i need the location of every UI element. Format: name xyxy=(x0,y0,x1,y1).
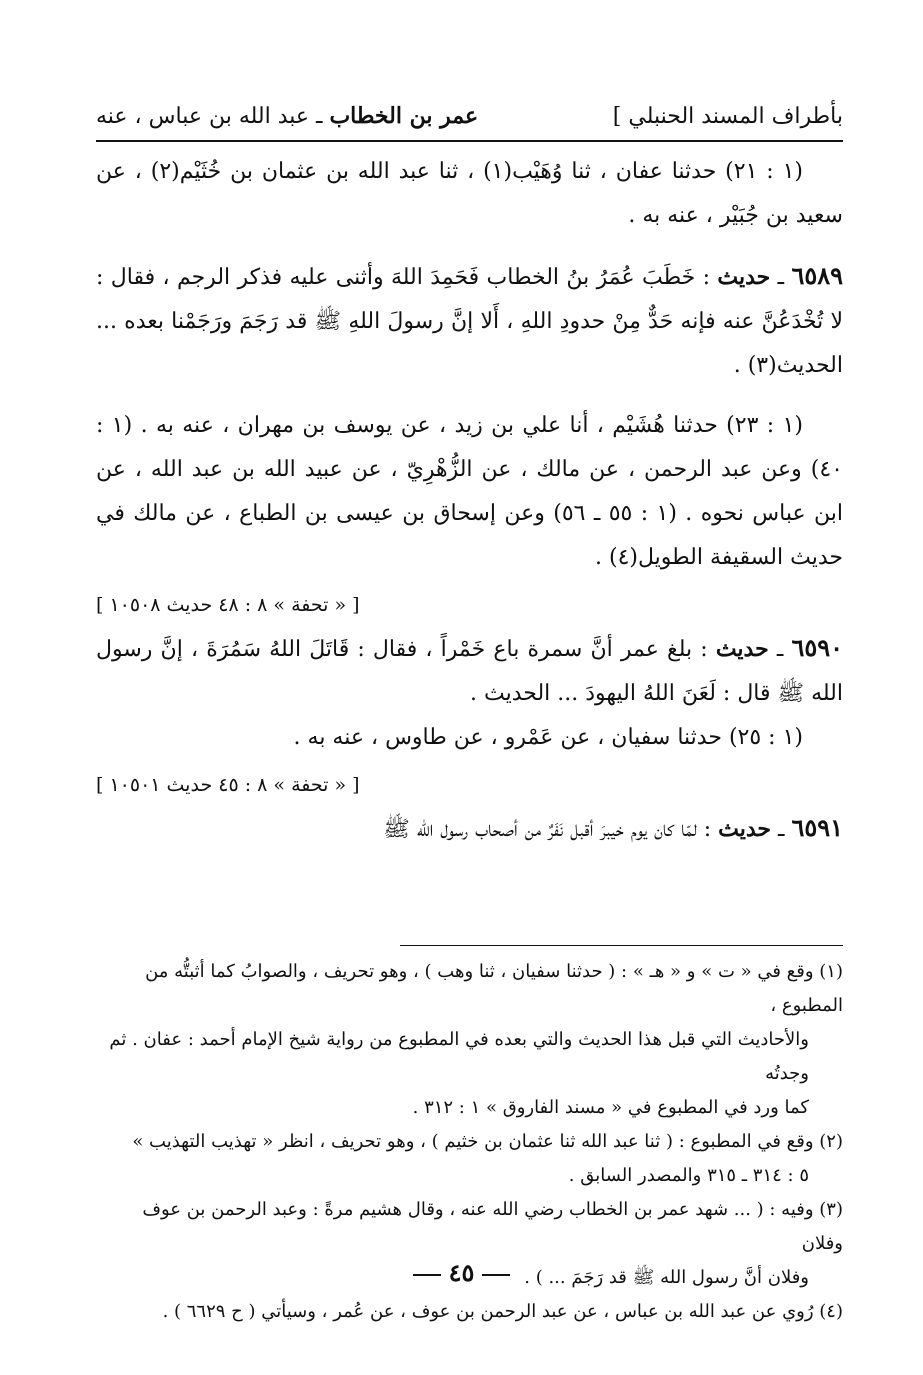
footnote-1-line-3: كما ورد في المطبوع في « مسند الفاروق » ١ : ٣١٢ . xyxy=(412,1097,809,1118)
footnote-2-line-2: ٥ : ٣١٤ ـ ٣١٥ والمصدر السابق . xyxy=(568,1165,809,1186)
footnote-1: (١) وقع في « ت » و « هـ » : ( حدثنا سفيان ، ثنا وهب ) ، وهو تحريف ، والصوابُ كما أثبتُّه من المطبوع ، xyxy=(145,961,843,1016)
tuhfa-reference-2: [ « تحفة » ٨ : ٤٥ حديث ١٠٥٠١ ] xyxy=(96,774,360,796)
hadith-6591: ٦٥٩١ ـ حديث : لمّا كان يوم خيبرَ أقبل نَفَرٌ من أصحاب رسول الله ﷺ xyxy=(383,813,843,842)
footnote-3-line-2: وفلان أنَّ رسول الله ﷺ قد رَجَمَ ... ) . xyxy=(524,1267,809,1288)
dash-left xyxy=(413,1274,441,1276)
chain-paragraph-2: (١ : ٢٣) حدثنا هُشَيْم ، أنا علي بن زيد ، عن يوسف بن مهران ، عنه به . (١ : ٤٠) وعن عبد الرحمن ، عن مالك ، عن الزُّهْرِيّ ، عن عبيد الله بن عبد الله ، عن ابن عباس نحوه . (١ : ٥٥ ـ ٥٦) وعن إسحاق بن عيسى بن الطباع ، عن مالك في حديث السقيفة الطويل(٤) . xyxy=(96,413,843,570)
header-book-title: بأطراف المسند الحنبلي ] xyxy=(612,103,843,129)
hadith-number: ٦٥٩٠ xyxy=(791,633,843,662)
main-text xyxy=(96,150,843,852)
footnote-1-line-2: والأحاديث التي قبل هذا الحديث والتي بعده في المطبوع من رواية شيخ الإمام أحمد : عفان . ثم وجدتُه xyxy=(109,1029,809,1084)
hadith-label: حديث xyxy=(718,816,771,842)
header-rule xyxy=(96,140,843,142)
spacer xyxy=(96,388,843,404)
hadith-label: حديث xyxy=(715,636,769,662)
hadith-6589: ٦٥٨٩ ـ حديث : خَطَبَ عُمَرُ بنُ الخطاب فَحَمِدَ اللهَ وأثنى عليه فذكر الرجم ، فقال : لا تُخْدَعُنَّ عنه فإنه حَدٌّ مِنْ حدودِ اللهِ ، أَلا إنَّ رسولَ اللهِ ﷺ قد رَجَمَ ورَجَمْنا بعده ... الحديث(٣) . xyxy=(96,261,844,378)
footnote-3: (٣) وفيه : ( ... شهد عمر بن الخطاب رضي الله عنه ، وقال هشيم مرةً : وعبد الرحمن بن عوف وفلان xyxy=(142,1199,843,1254)
hadith-number: ٦٥٨٩ xyxy=(791,261,844,290)
footnote-2: (٢) وقع في المطبوع : ( ثنا عبد الله ثنا عثمان بن خثيم ) ، وهو تحريف ، انظر « تهذيب التهذيب » xyxy=(132,1131,843,1152)
page-number xyxy=(0,1258,923,1287)
running-header xyxy=(96,96,843,136)
chain-paragraph-1: (١ : ٢١) حدثنا عفان ، ثنا وُهَيْب(١) ، ثنا عبد الله بن عثمان بن خُثَيْم(٢) ، عن سعيد بن جُبَيْر ، عنه به . xyxy=(96,159,843,228)
footnote-4: (٤) رُوي عن عبد الله بن عباس ، عن عبد الرحمن بن عوف ، عن عُمر ، وسيأتي ( ح ٦٦٢٩ ) . xyxy=(162,1301,843,1322)
header-chapter xyxy=(96,103,478,129)
header-chapter-bold: عمر بن الخطاب xyxy=(329,103,479,129)
hadith-text: : خَطَبَ عُمَرُ بنُ الخطاب فَحَمِدَ اللهَ وأثنى عليه فذكر الرجم ، فقال : لا تُخْدَعُنَّ عنه فإنه حَدٌّ مِنْ حدودِ اللهِ ، أَلا إنَّ رسولَ اللهِ ﷺ قد رَجَمَ ورَجَمْنا بعده ... الحديث(٣) . xyxy=(96,265,843,378)
spacer xyxy=(96,238,843,254)
dash-right xyxy=(482,1274,510,1276)
chain-paragraph-3: (١ : ٢٥) حدثنا سفيان ، عن عَمْرو ، عن طاوس ، عنه به . xyxy=(293,725,803,750)
hadith-label: حديث xyxy=(717,264,771,290)
hadith-text: : لمّا كان يوم خيبرَ أقبل نَفَرٌ من أصحاب رسول الله ﷺ xyxy=(383,817,719,842)
tuhfa-reference-1: [ « تحفة » ٨ : ٤٨ حديث ١٠٥٠٨ ] xyxy=(96,594,360,616)
page-number-value: ٤٥ xyxy=(448,1258,475,1287)
hadith-text: : بلغ عمر أنَّ سمرة باع خَمْراً ، فقال : قَاتَلَ اللهُ سَمُرَةَ ، إنَّ رسول الله ﷺ قال : لَعَنَ اللهُ اليهودَ ... الحديث . xyxy=(96,637,843,706)
hadith-number: ٦٥٩١ xyxy=(791,813,843,842)
footnotes-rule xyxy=(400,945,843,946)
header-chapter-rest: ـ عبد الله بن عباس ، عنه xyxy=(96,104,330,129)
hadith-6590: ٦٥٩٠ ـ حديث : بلغ عمر أنَّ سمرة باع خَمْراً ، فقال : قَاتَلَ اللهُ سَمُرَةَ ، إنَّ رسول الله ﷺ قال : لَعَنَ اللهُ اليهودَ ... الحديث . xyxy=(96,633,843,706)
